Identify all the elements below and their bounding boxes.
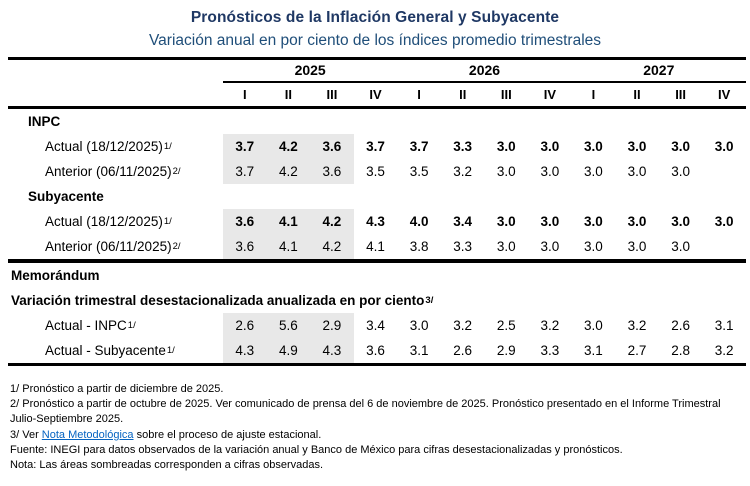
value-cell: 4.3	[310, 338, 354, 363]
row-label-text: Memorándum	[11, 268, 100, 283]
value-cell: 3.0	[540, 164, 560, 179]
value-cell: 3.0	[540, 139, 560, 154]
quarter-label: IV	[369, 87, 382, 102]
value-cell: 2.8	[671, 343, 690, 358]
value-cell: 3.7	[223, 159, 267, 184]
value-cell: 3.1	[714, 318, 734, 333]
quarter-row-spacer	[8, 83, 223, 106]
row-label-text: Anterior (06/11/2025)	[45, 239, 172, 254]
footnote-3	[10, 428, 744, 443]
value-cell	[702, 234, 746, 259]
section-divider	[8, 363, 746, 366]
value-cell: 3.8	[409, 239, 429, 254]
row-label-text: Actual (18/12/2025)	[45, 139, 163, 154]
value-cell: 4.2	[310, 234, 354, 259]
value-cell	[702, 159, 746, 184]
value-cell: 4.3	[366, 214, 385, 229]
row-label: Actual (18/12/2025) 1/	[45, 214, 172, 229]
row-label-text: Variación trimestral desestacionalizada anualizada en por ciento	[11, 293, 425, 308]
table-row	[8, 338, 746, 363]
nota-metodologica-link[interactable]: Nota Metodológica	[41, 428, 134, 441]
value-cell: 3.6	[223, 209, 267, 234]
value-cell: 3.4	[366, 318, 385, 333]
page-title: Pronósticos de la Inflación General y Subyacente	[190, 9, 560, 26]
row-label: Actual (18/12/2025) 1/	[45, 139, 172, 154]
value-cell: 3.7	[409, 139, 429, 154]
footnote-nota	[10, 458, 744, 473]
table-row	[8, 134, 746, 159]
value-cell: 2.9	[496, 343, 516, 358]
table-row	[8, 234, 746, 259]
row-label: Actual - Subyacente 1/	[45, 343, 175, 358]
page-subtitle: Variación anual en por ciento de los índices promedio trimestrales	[148, 32, 602, 49]
row-label	[8, 109, 746, 134]
value-cell: 3.0	[627, 164, 647, 179]
value-cell: 2.7	[627, 343, 647, 358]
quarter-label: I	[242, 87, 247, 102]
value-cell: 3.6	[310, 159, 354, 184]
quarter-label: II	[284, 87, 292, 102]
quarter-label: III	[675, 87, 687, 102]
value-cell: 3.0	[714, 214, 734, 229]
table-body	[8, 109, 746, 366]
row-label-text: Actual - INPC	[45, 318, 127, 333]
year-label: 2026	[468, 61, 501, 78]
forecast-table	[8, 57, 746, 366]
quarter-label: II	[633, 87, 641, 102]
value-cell: 3.0	[671, 239, 690, 254]
value-cell: 3.0	[584, 239, 603, 254]
value-cell: 3.0	[627, 239, 647, 254]
value-cell: 3.0	[627, 139, 647, 154]
quarter-header-row	[8, 83, 746, 109]
value-cell: 4.2	[310, 209, 354, 234]
footnote-nota-text: Nota: Las áreas sombreadas corresponden a cifras observadas.	[10, 459, 324, 472]
table-row	[8, 159, 746, 184]
value-cell: 3.5	[366, 164, 385, 179]
value-cell: 2.9	[310, 313, 354, 338]
value-cell: 4.1	[267, 209, 311, 234]
footnote-3-suffix: sobre el proceso de ajuste estacional.	[133, 428, 322, 441]
value-cell: 3.0	[496, 214, 516, 229]
table-section-header	[8, 184, 746, 209]
quarter-label: II	[459, 87, 467, 102]
value-cell: 3.1	[584, 343, 603, 358]
value-cell: 3.0	[540, 239, 560, 254]
row-label: Actual - INPC 1/	[45, 318, 136, 333]
quarter-label: IV	[543, 87, 557, 102]
value-cell: 3.0	[627, 214, 647, 229]
footnotes	[10, 382, 744, 473]
value-cell: 4.2	[267, 159, 311, 184]
row-label-text: INPC	[28, 114, 61, 129]
value-cell: 3.2	[627, 318, 647, 333]
row-label	[8, 184, 746, 209]
footnote-1-text: 1/ Pronóstico a partir de diciembre de 2025.	[10, 383, 224, 395]
value-cell: 3.0	[584, 139, 603, 154]
value-cell: 4.3	[223, 338, 267, 363]
value-cell: 3.3	[453, 139, 473, 154]
table-section-header	[8, 109, 746, 134]
value-cell: 3.0	[496, 239, 516, 254]
value-cell: 3.5	[409, 164, 429, 179]
table-row	[8, 313, 746, 338]
value-cell: 2.6	[223, 313, 267, 338]
quarter-label: I	[417, 87, 421, 102]
value-cell: 2.6	[671, 318, 690, 333]
value-cell: 3.6	[223, 234, 267, 259]
row-label: Anterior (06/11/2025) 2/	[45, 164, 181, 179]
value-cell: 3.4	[453, 214, 473, 229]
footnote-fuente-text: Fuente: INEGI para datos observados de la variación anual y Banco de México para cifras desestacionalizadas y pronósticos.	[10, 443, 623, 456]
row-label: Variación trimestral desestacionalizada anualizada en por ciento 3/	[11, 293, 434, 308]
value-cell: 3.0	[584, 164, 603, 179]
year-label: 2025	[294, 61, 326, 78]
value-cell: 3.0	[409, 318, 429, 333]
value-cell: 4.1	[366, 239, 385, 254]
value-cell: 2.5	[496, 318, 516, 333]
year-row-spacer	[8, 60, 223, 83]
value-cell: 3.0	[671, 214, 690, 229]
value-cell: 3.2	[453, 164, 473, 179]
row-label-text: Actual (18/12/2025)	[45, 214, 163, 229]
quarter-label: III	[500, 87, 512, 102]
quarter-label: I	[591, 87, 596, 102]
footnote-2-text: 2/ Pronóstico a partir de octubre de 2025. Ver comunicado de prensa del 6 de noviembre de 2025. Pronóstico presentado en el Informe Trimestral Julio-Septiembre 2025.	[10, 398, 721, 426]
value-cell: 3.7	[366, 139, 385, 154]
table-section-header	[8, 263, 746, 288]
year-header-row	[8, 60, 746, 83]
value-cell: 3.6	[366, 343, 385, 358]
row-label-text: Anterior (06/11/2025)	[45, 164, 172, 179]
value-cell: 4.0	[409, 214, 429, 229]
quarter-label: IV	[718, 87, 731, 102]
row-label-text: Actual - Subyacente	[45, 343, 166, 358]
table-section-header	[8, 288, 746, 313]
value-cell: 3.6	[310, 134, 354, 159]
value-cell: 3.0	[671, 139, 690, 154]
quarter-label: III	[326, 87, 338, 102]
year-groups	[223, 60, 746, 83]
value-cell: 5.6	[267, 313, 311, 338]
value-cell: 3.7	[223, 134, 267, 159]
row-label: Anterior (06/11/2025) 2/	[45, 239, 181, 254]
value-cell: 3.2	[714, 343, 734, 358]
value-cell: 4.2	[267, 134, 311, 159]
footnote-3-prefix: 3/ Ver	[10, 428, 42, 441]
value-cell: 3.0	[584, 214, 603, 229]
value-cell: 3.0	[496, 139, 516, 154]
value-cell: 3.1	[409, 343, 429, 358]
row-label	[8, 263, 746, 288]
value-cell: 2.6	[453, 343, 473, 358]
value-cell: 3.2	[453, 318, 473, 333]
value-cell: 3.0	[496, 164, 516, 179]
value-cell: 3.0	[540, 214, 560, 229]
footnote-fuente	[10, 443, 744, 458]
value-cell: 4.1	[267, 234, 311, 259]
footnote-2	[10, 397, 744, 427]
row-label-text: Subyacente	[28, 189, 104, 204]
value-cell: 3.3	[540, 343, 560, 358]
value-cell: 3.0	[584, 318, 603, 333]
value-cell: 3.0	[714, 139, 734, 154]
value-cell: 3.0	[671, 164, 690, 179]
year-label: 2027	[643, 61, 675, 78]
footnote-1	[10, 382, 744, 397]
value-cell: 3.3	[453, 239, 473, 254]
value-cell: 3.2	[540, 318, 560, 333]
value-cell: 4.9	[267, 338, 311, 363]
table-row	[8, 209, 746, 234]
